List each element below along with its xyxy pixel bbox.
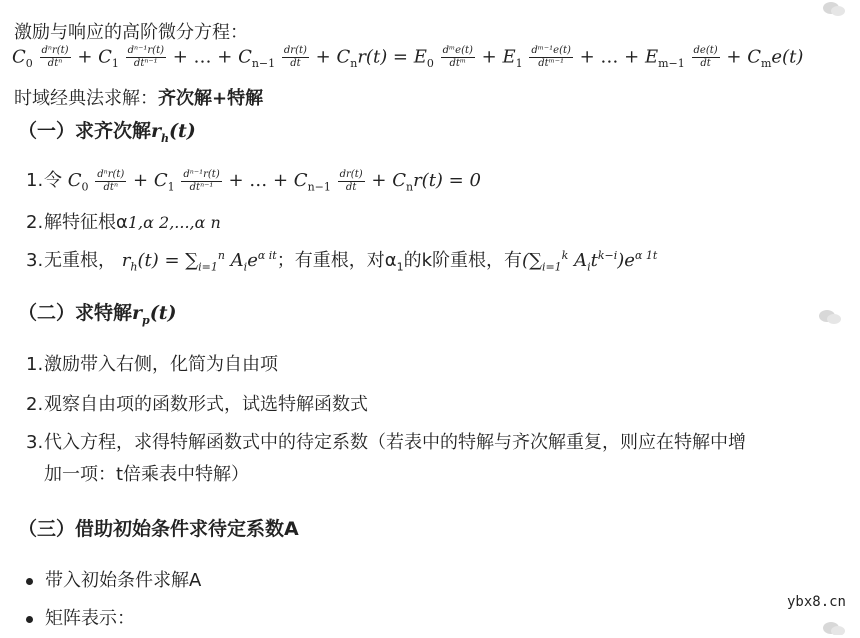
section-3-heading: （三）借助初始条件求待定系数A xyxy=(18,518,299,540)
list-item: 2.观察自由项的函数形式，试选特解函数式 xyxy=(26,394,368,415)
fraction: $\frac{\text{dᵐe(t)}}{\text{dtᵐ}}$ xyxy=(442,45,473,69)
list-item: 2.解特征根α1,α 2,...,α n xyxy=(26,212,221,233)
fraction: $\frac{\text{dⁿr(t)}}{\text{dtⁿ}}$ xyxy=(41,45,69,69)
fraction: $\frac{\text{dⁿ⁻¹r(t)}}{\text{dtⁿ⁻¹}}$ xyxy=(127,45,164,69)
fraction: $\frac{de(t)}{dt}$ xyxy=(693,45,718,69)
watermark: ybx8.cn xyxy=(786,594,846,610)
list-item: 带入初始条件求解A xyxy=(26,566,201,592)
wechat-icon xyxy=(822,0,846,18)
bullet xyxy=(26,578,33,585)
differential-equation: $C_0$ $\frac{\text{dⁿr(t)}}{\text{dtⁿ}}$ + $C_1$ $\frac{\text{dⁿ⁻¹r(t)}}{\text{dtⁿ⁻¹}}$ + … + $C_{n-1}$ $\frac{dr(t)}{dt}$ + $C_nr(t) = E_0$ $\frac{\text{dᵐe(t)}}{\text{dtᵐ}}$ + $E_1$ $\frac{\text{dᵐ⁻¹e(t)}}{\text{dtᵐ⁻¹}}$ + … + $E_{m-1}$ $\frac{de(t)}{dt}$ + $C_me(t)$ xyxy=(12,45,804,71)
list-item: 3.无重根， $r_h(t) = \sum_{i=1}^n$ $A_ie^{\alpha it}$；有重根，对$\alpha_1$的k阶重根，有($\sum_{i=1}^k$ $A_it^{k-i})e^{\alpha 1t}$ xyxy=(26,249,658,274)
list-item-continuation: 加一项：t倍乘表中特解） xyxy=(44,464,250,485)
section-1-heading: （一）求齐次解$r_h(t)$ xyxy=(18,120,196,145)
fraction: $\frac{\text{dᵐ⁻¹e(t)}}{\text{dtᵐ⁻¹}}$ xyxy=(531,45,571,69)
list-item: 3.代入方程，求得特解函数式中的待定系数（若表中的特解与齐次解重复，则应在特解中增 xyxy=(26,432,746,453)
method-line: 时域经典法求解：齐次解+特解 xyxy=(14,88,264,109)
intro-text: 激励与响应的高阶微分方程： xyxy=(14,22,248,43)
bullet xyxy=(26,616,33,623)
list-item: 1.激励带入右侧，化简为自由项 xyxy=(26,354,278,375)
section-2-heading: （二）求特解$r_p(t)$ xyxy=(18,302,177,327)
fraction: $\frac{dr(t)}{dt}$ xyxy=(283,45,307,69)
list-item: 1.令 $C_0$ $\frac{\text{dⁿr(t)}}{\text{dtⁿ}}$ + $C_1$ $\frac{\text{dⁿ⁻¹r(t)}}{\text{dtⁿ⁻¹}}$ + … + $C_{n-1}$ $\frac{dr(t)}{dt}$ + $C_nr(t) = 0$ xyxy=(26,168,481,194)
wechat-icon xyxy=(818,308,842,326)
fraction: $\frac{\text{dⁿ⁻¹r(t)}}{\text{dtⁿ⁻¹}}$ xyxy=(183,168,220,193)
wechat-icon xyxy=(822,620,846,638)
fraction: $\frac{dr(t)}{dt}$ xyxy=(339,168,363,193)
list-item: 矩阵表示： xyxy=(26,604,135,630)
fraction: $\frac{\text{dⁿr(t)}}{\text{dtⁿ}}$ xyxy=(97,168,125,193)
